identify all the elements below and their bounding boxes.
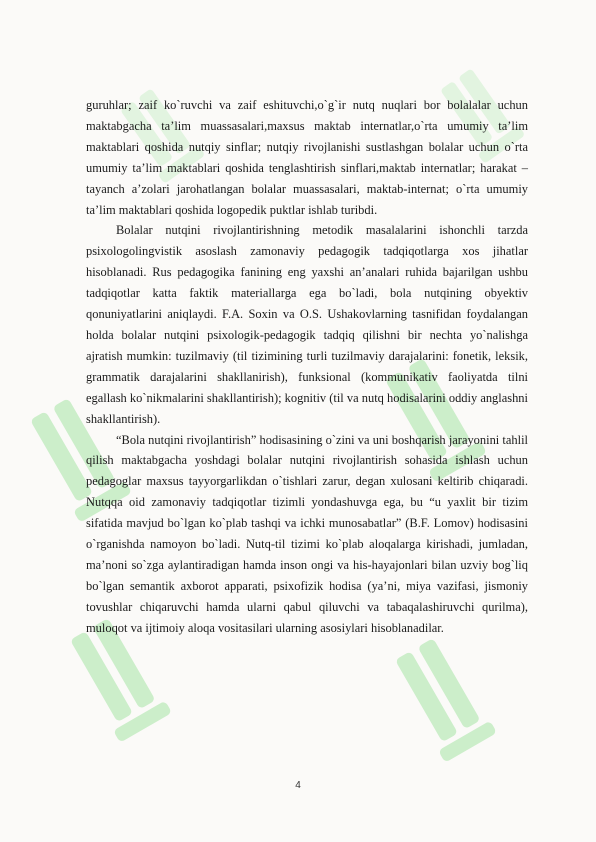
paragraph-2: Bolalar nutqini rivojlantirishning metodik masalalarini ishonchli tarzda psixologolingvistik asoslash zamonaviy pedagogik tadqiqotlarga xos jihatlar hisoblanadi. Rus pedagogika fanining eng yaxshi an’analari ruhida bajarilgan ushbu tadqiqotlar katta faktik materiallarga ega bo`ladi, bola nutqining obyektiv qonuniyatlarini aniqlaydi. F.A. Soxin va O.S. Ushakovlarning tasnifidan foydalangan holda bolalar nutqini psixologik-pedagogik tadqiq qilishni bir nechta yo`nalishga ajratish mumkin: tuzilmaviy (til tizimining turli tuzilmaviy darajalarini: fonetik, leksik, grammatik darajalarini shakllanirish), funksional (kommunikativ faoliyatda tilni egallash ko`nikmalarini shakllantirish); kognitiv (til va nutq hodisalarini oddiy anglashni shakllantirish). [86,223,528,426]
paragraph-3: “Bola nutqini rivojlantirish” hodisasining o`zini va uni boshqarish jarayonini tahlil qilish maktabgacha yoshdagi bolalar nutqini rivojlantirish sohasida ishlash uchun pedagoglar maxsus tayyorgarlikdan o`tishlari zarur, degan xulosani keltirib chiqaradi. Nutqqa oid zamonaviy tadqiqotlar tizimli yondashuvga ega, bu “u yaxlit bir tizim sifatida mavjud bo`lgan ko`plab tashqi va ichki munosabatlar” (B.F. Lomov) hodisasini o`rganishda namoyon bo`ladi. Nutq-til tizimi ko`plab aloqalarga kirishadi, jumladan, ma’noni so`zga aylantiradigan hamda inson ongi va his-hayajonlari bilan uzviy bog`liq bo`lgan semantik axborot apparati, psixofizik hodisa (ya’ni, miya vazifasi, jismoniy tovushlar chiqaruvchi hamda ularni qabul qiluvchi va tabaqalashiruvchi qurilma), muloqot va ijtimoiy aloqa vositasilari ularning asosiylari hisoblanadilar. [86,432,528,635]
page-number: 4 [295,780,301,791]
paragraph-1: guruhlar; zaif ko`ruvchi va zaif eshituvchi,o`g`ir nutq nuqlari bor bolalalar uchun maktabgacha ta’lim muassasalari,maxsus maktab internatlar,o`rta umumiy ta’lim maktablari qoshida nutqiy sinflar; nutqiy rivojlanishi sustlashgan bolalar uchun o`rta umumiy ta’lim maktablari qoshida tenglashtirish sinflari,maktab internatlar; harakat – tayanch a’zolari jarohatlangan bolalar muassasalari, maktab-internat; o`rta umumiy ta’lim maktablari qoshida logopedik puktlar ishlab turibdi. [86,98,528,217]
body-text [86,95,528,639]
